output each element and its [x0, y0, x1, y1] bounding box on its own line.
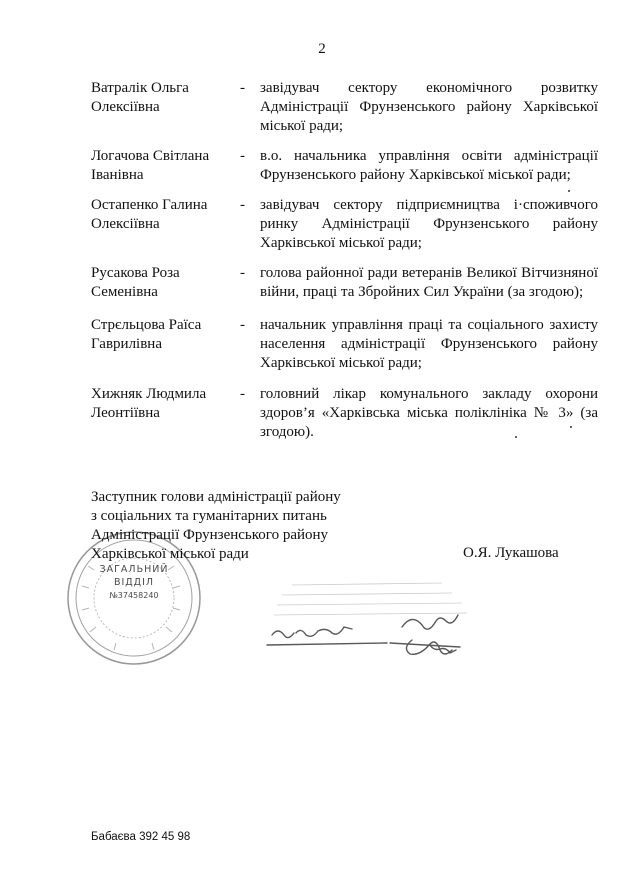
separator-dash: - [240, 197, 245, 213]
seal-line-3: №37458240 [109, 591, 159, 600]
separator-dash: - [240, 317, 245, 333]
separator-dash: - [240, 386, 245, 402]
scan-speck [568, 190, 570, 192]
member-name: Русакова Роза Семенівна [91, 265, 180, 300]
scan-speck [515, 436, 517, 438]
separator-dash: - [240, 148, 245, 164]
signer-title-line-4: Харківської міської ради [91, 546, 249, 562]
separator-dash: - [240, 265, 245, 281]
member-name: Ватралік Ольга Олексіївна [91, 80, 189, 115]
member-name: Логачова Світлана Іванівна [91, 148, 210, 183]
signatory-name: О.Я. Лукашова [463, 545, 559, 561]
separator-dash: - [240, 80, 245, 96]
executor-contact: Бабаєва 392 45 98 [91, 831, 191, 843]
signer-title-line-2: з соціальних та гуманітарних питань [91, 508, 327, 524]
member-position: голова районної ради ветеранів Великої Вітчизняної війни, праці та Збройних Сил України (за згодою); [260, 265, 598, 300]
member-position: завідувач сектору економічного розвитку Адміністрації Фрунзенського району Харківської міської ради; [260, 80, 598, 134]
page-number: 2 [318, 41, 326, 57]
member-position: завідувач сектору підприємництва і·споживчого ринку Адміністрації Фрунзенського району Харківської міської ради; [260, 197, 598, 251]
member-name: Остапенко Галина Олексіївна [91, 197, 208, 232]
member-position: головний лікар комунального закладу охорони здоров’я «Харківська міська поліклініка № 3» (за згодою). [260, 386, 598, 440]
seal-line-2: ВІДДІЛ [113, 577, 155, 588]
member-position: начальник управління праці та соціального захисту населення адміністрації Фрунзенського району Харківської міської ради; [260, 317, 598, 371]
scan-speck [570, 426, 572, 428]
member-name: Хижняк Людмила Леонтіївна [91, 386, 207, 421]
signer-title-line-3: Адміністрації Фрунзенського району [91, 527, 329, 543]
signer-title-line-1: Заступник голови адміністрації району [91, 489, 341, 505]
seal-line-1: ЗАГАЛЬНИЙ [99, 564, 169, 575]
member-position: в.о. начальника управління освіти адміністрації Фрунзенського району Харківської міської ради; [260, 148, 598, 183]
handwritten-signature [262, 575, 482, 670]
member-name: Стрєльцова Раїса Гаврилівна [91, 317, 202, 352]
